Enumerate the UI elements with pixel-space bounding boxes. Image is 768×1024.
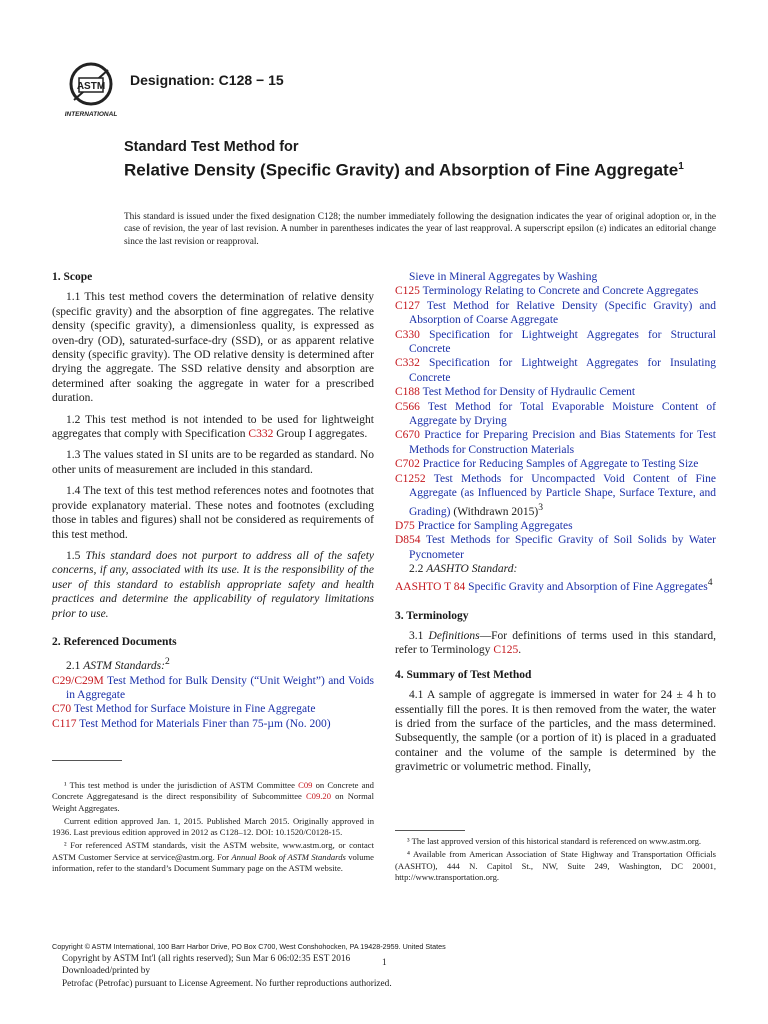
reference-continuation[interactable] bbox=[395, 270, 716, 284]
reference-item[interactable] bbox=[395, 284, 716, 298]
footnote-2 bbox=[52, 840, 374, 874]
reference-title: Test Method for Bulk Density (“Unit Weight”) and Voids in Aggregate bbox=[66, 674, 374, 701]
reference-title: Specification for Lightweight Aggregates for Insulating Concrete bbox=[409, 357, 716, 384]
reference-code: C1252 bbox=[395, 472, 426, 485]
title-text: Relative Density (Specific Gravity) and Absorption of Fine Aggregate bbox=[124, 160, 679, 180]
title-block bbox=[124, 138, 684, 181]
link-c332[interactable]: C332 bbox=[248, 428, 274, 441]
text: AASHTO Standard: bbox=[426, 562, 518, 575]
reference-item[interactable] bbox=[395, 519, 716, 533]
right-column bbox=[395, 270, 716, 782]
title-footnote-ref: 1 bbox=[678, 161, 684, 172]
reference-title: Specific Gravity and Absorption of Fine Aggregates bbox=[468, 581, 708, 594]
paragraph-1-5 bbox=[52, 549, 374, 621]
reference-item[interactable] bbox=[395, 472, 716, 519]
astm-standards-label bbox=[52, 655, 374, 673]
text: 2.2 bbox=[409, 562, 427, 575]
reference-title: Test Method for Total Evaporable Moisture Content of Aggregate by Drying bbox=[409, 400, 716, 428]
paragraph-1-4: 1.4 The text of this test method references notes and footnotes that provide explanatory material. These notes and footnotes (excluding those in tables and figures) shall not be considered as requirements of this test method. bbox=[52, 485, 374, 541]
text: 2.1 bbox=[66, 660, 84, 673]
reference-item[interactable] bbox=[395, 428, 716, 457]
section-heading-scope: 1. Scope bbox=[52, 271, 93, 283]
reference-title: Practice for Reducing Samples of Aggregate to Testing Size bbox=[422, 458, 699, 471]
reference-title: Practice for Preparing Precision and Bias Statements for Test Methods for Construction Materials bbox=[409, 429, 717, 456]
footnote-ref: 2 bbox=[164, 656, 170, 668]
page-number: 1 bbox=[382, 958, 387, 968]
reference-code: C29/C29M bbox=[52, 674, 104, 687]
footnote-ref: 3 bbox=[538, 501, 543, 513]
title-prefix: Standard Test Method for bbox=[124, 139, 299, 155]
paragraph-4-1: 4.1 A sample of aggregate is immersed in water for 24 ± 4 h to essentially fill the pores. It is then removed from the water, the water is dried from the surface of the particles, and the mass determined. Subsequently, the sample (or a portion of it) is placed in a graduated container and the volume of the sample is determined by the gravimetric or volumetric method. Finally, bbox=[395, 689, 716, 774]
reference-item[interactable] bbox=[52, 674, 374, 703]
reference-title: Test Method for Relative Density (Specific Gravity) and Absorption of Coarse Aggregate bbox=[409, 299, 717, 327]
footnote-4: ⁴ Available from American Association of State Highway and Transportation Officials (AASHTO), 444 N. Capitol St., NW, Suite 249, Washington, DC 20001, http://www.transportation.org. bbox=[395, 849, 716, 882]
reference-code: AASHTO T 84 bbox=[395, 581, 466, 594]
text: volume information, refer to the standard’s Document Summary page on the ASTM website. bbox=[52, 851, 374, 874]
reference-code: D854 bbox=[395, 534, 421, 547]
reference-code: C127 bbox=[395, 299, 420, 312]
section-heading-summary: 4. Summary of Test Method bbox=[395, 668, 532, 681]
text: 1.5 bbox=[66, 549, 86, 562]
stamp-line: Petrofac (Petrofac) pursuant to License Agreement. No further reproductions authorized. bbox=[62, 978, 392, 989]
reference-item-aashto[interactable] bbox=[395, 576, 716, 594]
footnote-3: ³ The last approved version of this historical standard is referenced on www.astm.org. bbox=[407, 836, 702, 846]
reference-title: Test Method for Materials Finer than 75-µm (No. 200) bbox=[79, 717, 331, 730]
reference-item[interactable] bbox=[52, 702, 374, 716]
reference-item[interactable] bbox=[395, 533, 716, 562]
reference-title: Test Method for Density of Hydraulic Cement bbox=[422, 386, 636, 399]
reference-title: Test Methods for Specific Gravity of Soil Solids by Water Pycnometer bbox=[409, 534, 716, 561]
paragraph-1-3: 1.3 The values stated in SI units are to be regarded as standard. No other units of measurement are included in this standard. bbox=[52, 449, 374, 476]
svg-text:ASTM: ASTM bbox=[76, 81, 106, 92]
link-c09[interactable]: C09 bbox=[298, 780, 313, 790]
footnote-rule-left bbox=[52, 760, 122, 761]
reference-title: Practice for Sampling Aggregates bbox=[417, 519, 573, 532]
reference-code: C125 bbox=[395, 285, 420, 298]
paragraph-3-1 bbox=[395, 629, 716, 658]
reference-item[interactable] bbox=[395, 328, 716, 357]
text: 3.1 bbox=[409, 630, 429, 642]
text: 1.2 This test method is not intended to be used for lightweight aggregates that comply with Specification bbox=[52, 413, 374, 441]
reference-note: (Withdrawn 2015) bbox=[450, 505, 539, 518]
reference-item[interactable] bbox=[395, 400, 716, 429]
link-c09-20[interactable]: C09.20 bbox=[305, 791, 332, 802]
reference-code: C566 bbox=[395, 400, 420, 413]
text: . bbox=[518, 644, 522, 657]
reference-item[interactable] bbox=[395, 356, 716, 385]
footnote-1-edition: Current edition approved Jan. 1, 2015. Published March 2015. Originally approved in 1936. Last previous edition approved in 2012 as C128–12. DOI: 10.1520/C0128-15. bbox=[52, 815, 374, 838]
text: Annual Book of ASTM Standards bbox=[231, 851, 346, 862]
text: Group I aggregates. bbox=[273, 428, 368, 441]
reference-code: C330 bbox=[395, 328, 420, 341]
reference-item[interactable] bbox=[395, 299, 716, 328]
reference-title: Specification for Lightweight Aggregates for Structural Concrete bbox=[409, 328, 716, 356]
page-title bbox=[124, 156, 684, 181]
astm-logo bbox=[64, 60, 118, 120]
reference-title: Test Methods for Uncompacted Void Content of Fine Aggregate (as Influenced by Particle Shape, Surface Texture, and Grading) bbox=[409, 472, 716, 518]
designation: Designation: C128 − 15 bbox=[130, 72, 284, 88]
reference-code: C670 bbox=[395, 429, 420, 442]
reference-list-left bbox=[52, 674, 374, 732]
left-column bbox=[52, 270, 374, 731]
text: on Normal Weight Aggregates. bbox=[52, 791, 374, 813]
reference-code: C188 bbox=[395, 386, 420, 399]
copyright-line: Copyright © ASTM International, 100 Barr Harbor Drive, PO Box C700, West Conshohocken, PA 19428-2959. United States bbox=[52, 942, 446, 951]
aashto-standard-label bbox=[395, 562, 716, 576]
footnote-rule-right bbox=[395, 830, 465, 831]
text: Sieve in Mineral Aggregates by Washing bbox=[409, 271, 598, 283]
text: ² For referenced ASTM standards, visit the ASTM website, www.astm.org, or contact ASTM Customer Service at service@astm.org. For bbox=[52, 840, 374, 862]
reference-code: C117 bbox=[52, 717, 77, 730]
intro-paragraph: This standard is issued under the fixed designation C128; the number immediately following the designation indicates the year of original adoption or, in the case of revision, the year of last revision. A number in parentheses indicates the year of last reapproval. A superscript epsilon (ε) indicates an editorial change since the last revision or reapproval. bbox=[124, 212, 716, 247]
text: —For definitions of terms used in this standard, refer to Terminology bbox=[395, 630, 716, 657]
reference-list-right bbox=[395, 284, 716, 562]
reference-code: D75 bbox=[395, 519, 415, 532]
reference-title: Terminology Relating to Concrete and Concrete Aggregates bbox=[422, 285, 699, 298]
footnote-1 bbox=[52, 780, 374, 814]
stamp-line: Copyright by ASTM Int'l (all rights reserved); Sun Mar 6 06:02:35 EST 2016 bbox=[62, 954, 351, 964]
text: This standard does not purport to address all of the safety concerns, if any, associated with its use. It is the responsibility of the user of this standard to establish appropriate safety and health practices and determine the applicability of regulatory limitations prior to use. bbox=[52, 549, 374, 620]
text: on Concrete and Concrete Aggregatesand is the direct responsibility of Subcommittee bbox=[52, 780, 374, 802]
reference-item[interactable] bbox=[395, 385, 716, 399]
reference-code: C70 bbox=[52, 703, 72, 716]
reference-code: C702 bbox=[395, 458, 420, 471]
reference-title: Test Method for Surface Moisture in Fine Aggregate bbox=[73, 703, 316, 716]
footnote-ref: 4 bbox=[707, 577, 713, 589]
footnotes-right bbox=[395, 836, 716, 885]
section-heading-referenced-documents: 2. Referenced Documents bbox=[52, 635, 177, 648]
link-c125[interactable]: C125 bbox=[493, 644, 519, 657]
section-heading-terminology: 3. Terminology bbox=[395, 609, 469, 622]
text: Definitions bbox=[428, 630, 480, 642]
reference-item[interactable] bbox=[52, 717, 374, 731]
stamp-line: Downloaded/printed by bbox=[62, 966, 151, 977]
reference-code: C332 bbox=[395, 357, 420, 370]
license-stamp bbox=[62, 953, 392, 990]
text: ¹ This test method is under the jurisdiction of ASTM Committee bbox=[64, 780, 299, 790]
paragraph-1-1: 1.1 This test method covers the determination of relative density (specific gravity) and the absorption of fine aggregates. The relative density (specific gravity), a dimensionless quality, is expressed as oven-dry (OD), saturated-surface-dry (SSD), or as apparent relative density (specific gravity). The OD relative density is determined after drying the aggregate. The SSD relative density and absorption are determined after soaking the aggregate in water for a prescribed duration. bbox=[52, 291, 374, 405]
paragraph-1-2 bbox=[52, 413, 374, 442]
text: ASTM Standards: bbox=[83, 660, 165, 673]
reference-item[interactable] bbox=[395, 457, 716, 471]
logo-text: INTERNATIONAL bbox=[64, 111, 118, 118]
footnotes-left bbox=[52, 780, 374, 876]
